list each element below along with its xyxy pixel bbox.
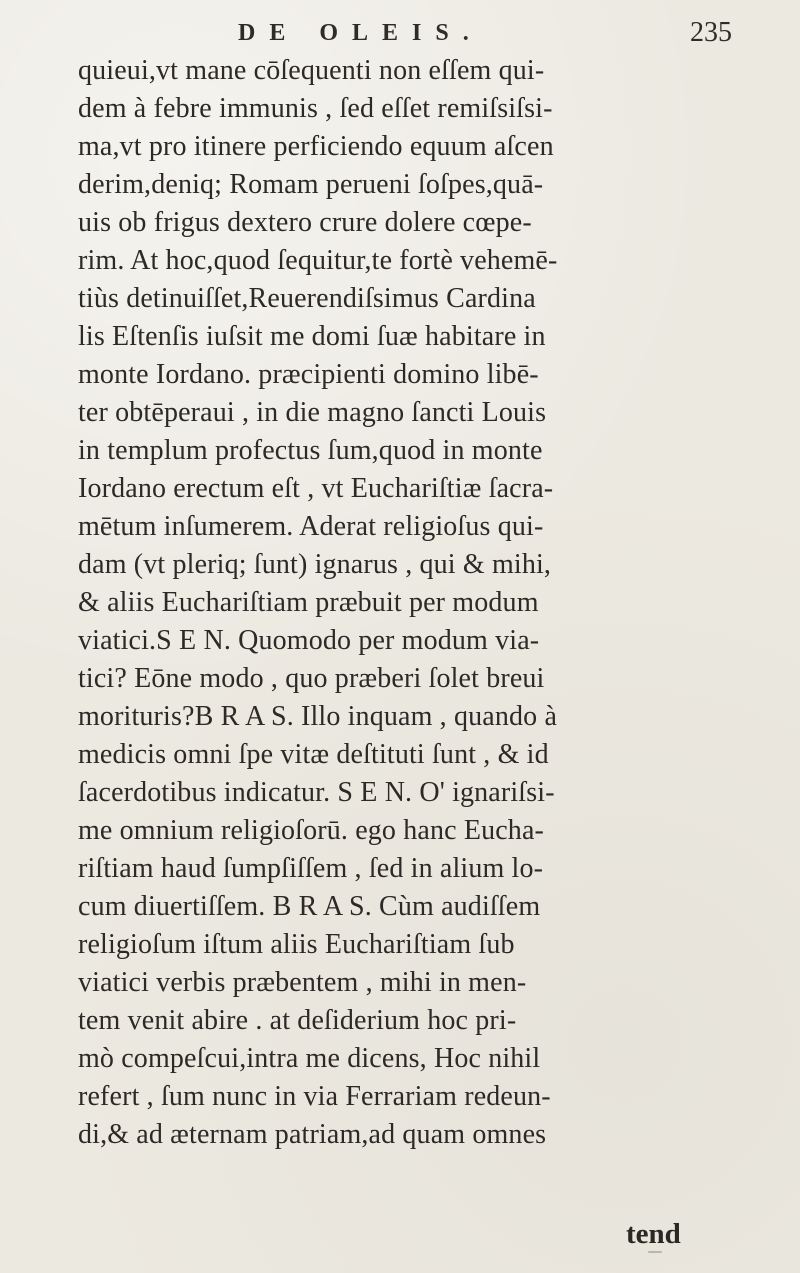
body-text — [78, 52, 683, 1154]
text-line: mò compeſcui,intra me dicens, Hoc nihil — [78, 1043, 541, 1074]
text-line: morituris?B R A S. Illo inquam , quando à — [78, 701, 558, 732]
catchword: tend — [626, 1218, 681, 1250]
text-line: Iordano erectum eſt , vt Euchariſtiæ ſacra- — [78, 473, 554, 504]
text-line: lis Eſtenſis iuſsit me domi ſuæ habitare in — [78, 321, 546, 352]
text-line: riſtiam haud ſumpſiſſem , ſed in alium lo- — [78, 853, 544, 884]
text-line: rim. At hoc,quod ſequitur,te fortè vehemē- — [78, 245, 558, 276]
text-line: di,& ad æternam patriam,ad quam omnes — [78, 1119, 547, 1150]
text-line: ma,vt pro itinere perficiendo equum aſcen — [78, 131, 554, 162]
text-line: dem à febre immunis , ſed eſſet remiſsiſsi- — [78, 93, 553, 124]
page-header — [0, 16, 800, 56]
text-line: quieui,vt mane cōſequenti non eſſem qui- — [78, 55, 545, 86]
text-line: ter obtēperaui , in die magno ſancti Louis — [78, 397, 547, 428]
text-line: tici? Eōne modo , quo præberi ſolet breui — [78, 663, 545, 694]
text-line: viatici.S E N. Quomodo per modum via- — [78, 625, 540, 656]
text-line: in templum profectus ſum,quod in monte — [78, 435, 543, 466]
text-line: & aliis Euchariſtiam præbuit per modum — [78, 587, 539, 618]
text-line: viatici verbis præbentem , mihi in men- — [78, 967, 527, 998]
text-line: monte Iordano. præcipienti domino libē- — [78, 359, 539, 390]
text-line: uis ob frigus dextero crure dolere cœpe- — [78, 207, 532, 238]
text-line: dam (vt pleriq; ſunt) ignarus , qui & mihi, — [78, 549, 552, 580]
page-number: 235 — [690, 17, 732, 48]
text-line: mētum inſumerem. Aderat religioſus qui- — [78, 511, 544, 542]
text-line: refert , ſum nunc in via Ferrariam redeun- — [78, 1081, 551, 1112]
text-line: religioſum iſtum aliis Euchariſtiam ſub — [78, 929, 515, 960]
text-line: ſacerdotibus indicatur. S E N. O' ignariſsi- — [78, 777, 555, 808]
ink-mark — [648, 1251, 662, 1253]
running-head: DE OLEIS. — [238, 20, 483, 46]
text-line: tiùs detinuiſſet,Reuerendiſsimus Cardina — [78, 283, 536, 314]
text-line: me omnium religioſorū. ego hanc Eucha- — [78, 815, 545, 846]
text-line: derim,deniq; Romam perueni ſoſpes,quā- — [78, 169, 544, 200]
text-line: cum diuertiſſem. B R A S. Cùm audiſſem — [78, 891, 541, 922]
text-line: tem venit abire . at deſiderium hoc pri- — [78, 1005, 517, 1036]
text-line: medicis omni ſpe vitæ deſtituti ſunt , & id — [78, 739, 549, 770]
